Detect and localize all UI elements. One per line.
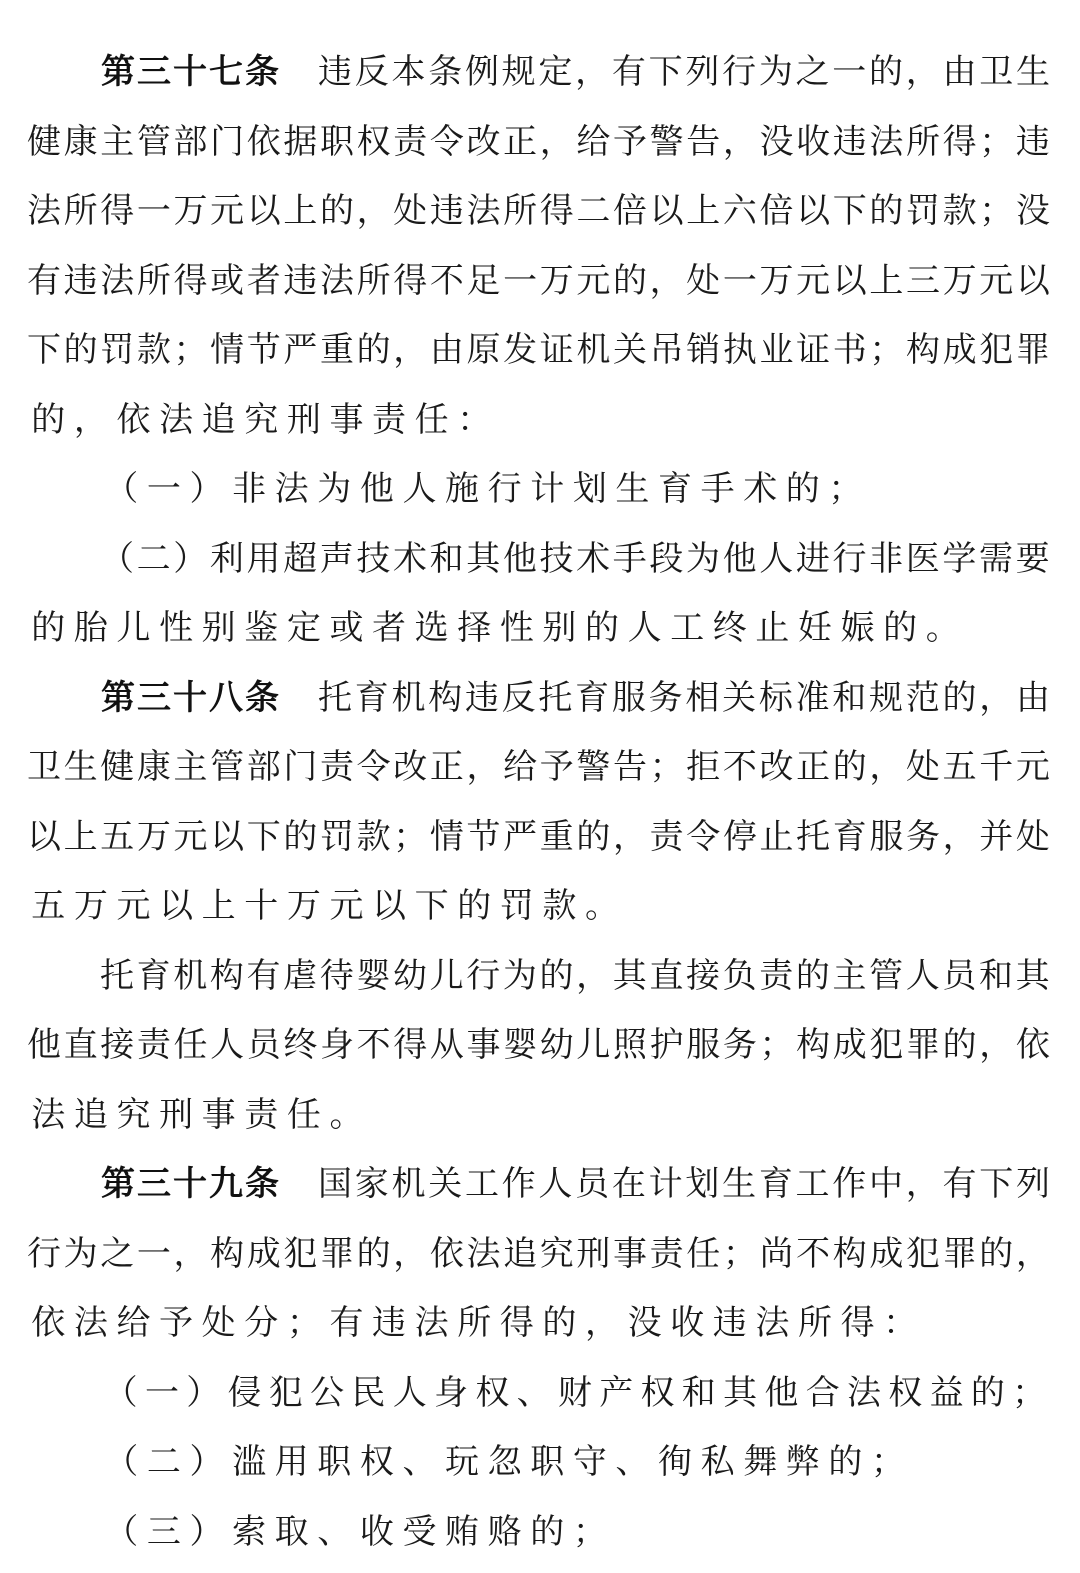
article-heading-line: [100, 1162, 1050, 1206]
text-line: （ 一 ） 非 法 为 他 人 施 行 计 划 生 育 手 术 的 ；: [104, 469, 863, 509]
article-heading-line: [100, 50, 1050, 94]
article-heading: 第 三 十 八 条: [101, 677, 279, 718]
text-line: 托 育 机 构 有 虐 待 婴 幼 儿 行 为 的 ， 其 直 接 负 责 的 主 管 人 员 和 其: [100, 955, 1050, 996]
text-line: （ 一 ） 侵 犯 公 民 人 身 权 、 财 产 权 和 其 他 合 法 权 益 的 ；: [103, 1372, 1047, 1413]
text-line: （ 二 ） 利 用 超 声 技 术 和 其 他 技 术 手 段 为 他 人 进 行 非 医 学 需 要: [100, 538, 1050, 579]
text-line: 法 所 得 一 万 元 以 上 的 ， 处 违 法 所 得 二 倍 以 上 六 倍 以 下 的 罚 款 ； 没: [27, 191, 1050, 231]
text-line: 依 法 给 予 处 分 ； 有 违 法 所 得 的 ， 没 收 违 法 所 得 ：: [31, 1303, 918, 1343]
text-line: （ 三 ） 索 取 、 收 受 贿 赂 的 ；: [104, 1511, 607, 1552]
text-line: 的 胎 儿 性 别 鉴 定 或 者 选 择 性 别 的 人 工 终 止 妊 娠 的 。: [31, 608, 960, 648]
text-line: 五 万 元 以 上 十 万 元 以 下 的 罚 款 。: [31, 886, 620, 926]
text-line: 法 追 究 刑 事 责 任 。: [31, 1094, 364, 1135]
text-line: 卫 生 健 康 主 管 部 门 责 令 改 正 ， 给 予 警 告 ； 拒 不 改 正 的 ， 处 五 千 元: [27, 747, 1050, 787]
article-body-text: 国 家 机 关 工 作 人 员 在 计 划 生 育 工 作 中 ， 有 下 列: [318, 1164, 1050, 1204]
text-line: 行 为 之 一 ， 构 成 犯 罪 的 ， 依 法 追 究 刑 事 责 任 ； 尚 不 构 成 犯 罪 的 ，: [27, 1233, 1050, 1274]
text-line: 健 康 主 管 部 门 依 据 职 权 责 令 改 正 ， 给 予 警 告 ， 没 收 违 法 所 得 ； 违: [27, 121, 1050, 162]
text-line: 下 的 罚 款 ； 情 节 严 重 的 ， 由 原 发 证 机 关 吊 销 执 业 证 书 ； 构 成 犯 罪: [27, 330, 1050, 370]
text-line: （ 二 ） 滥 用 职 权 、 玩 忽 职 守 、 徇 私 舞 弊 的 ；: [104, 1442, 905, 1482]
text-line: 他 直 接 责 任 人 员 终 身 不 得 从 事 婴 幼 儿 照 护 服 务 ； 构 成 犯 罪 的 ， 依: [27, 1025, 1050, 1065]
article-heading: 第 三 十 七 条: [101, 52, 279, 92]
article-body-text: 托 育 机 构 违 反 托 育 服 务 相 关 标 准 和 规 范 的 ， 由: [318, 677, 1050, 718]
article-body-text: 违 反 本 条 例 规 定 ， 有 下 列 行 为 之 一 的 ， 由 卫 生: [318, 52, 1050, 92]
text-line: 有 违 法 所 得 或 者 违 法 所 得 不 足 一 万 元 的 ， 处 一 万 元 以 上 三 万 元 以: [27, 260, 1050, 301]
text-line: 的 ， 依 法 追 究 刑 事 责 任 ：: [31, 399, 492, 440]
article-heading-line: [100, 676, 1050, 720]
text-line: 以 上 五 万 元 以 下 的 罚 款 ； 情 节 严 重 的 ， 责 令 停 止 托 育 服 务 ， 并 处: [27, 816, 1050, 857]
article-heading: 第 三 十 九 条: [101, 1164, 279, 1204]
